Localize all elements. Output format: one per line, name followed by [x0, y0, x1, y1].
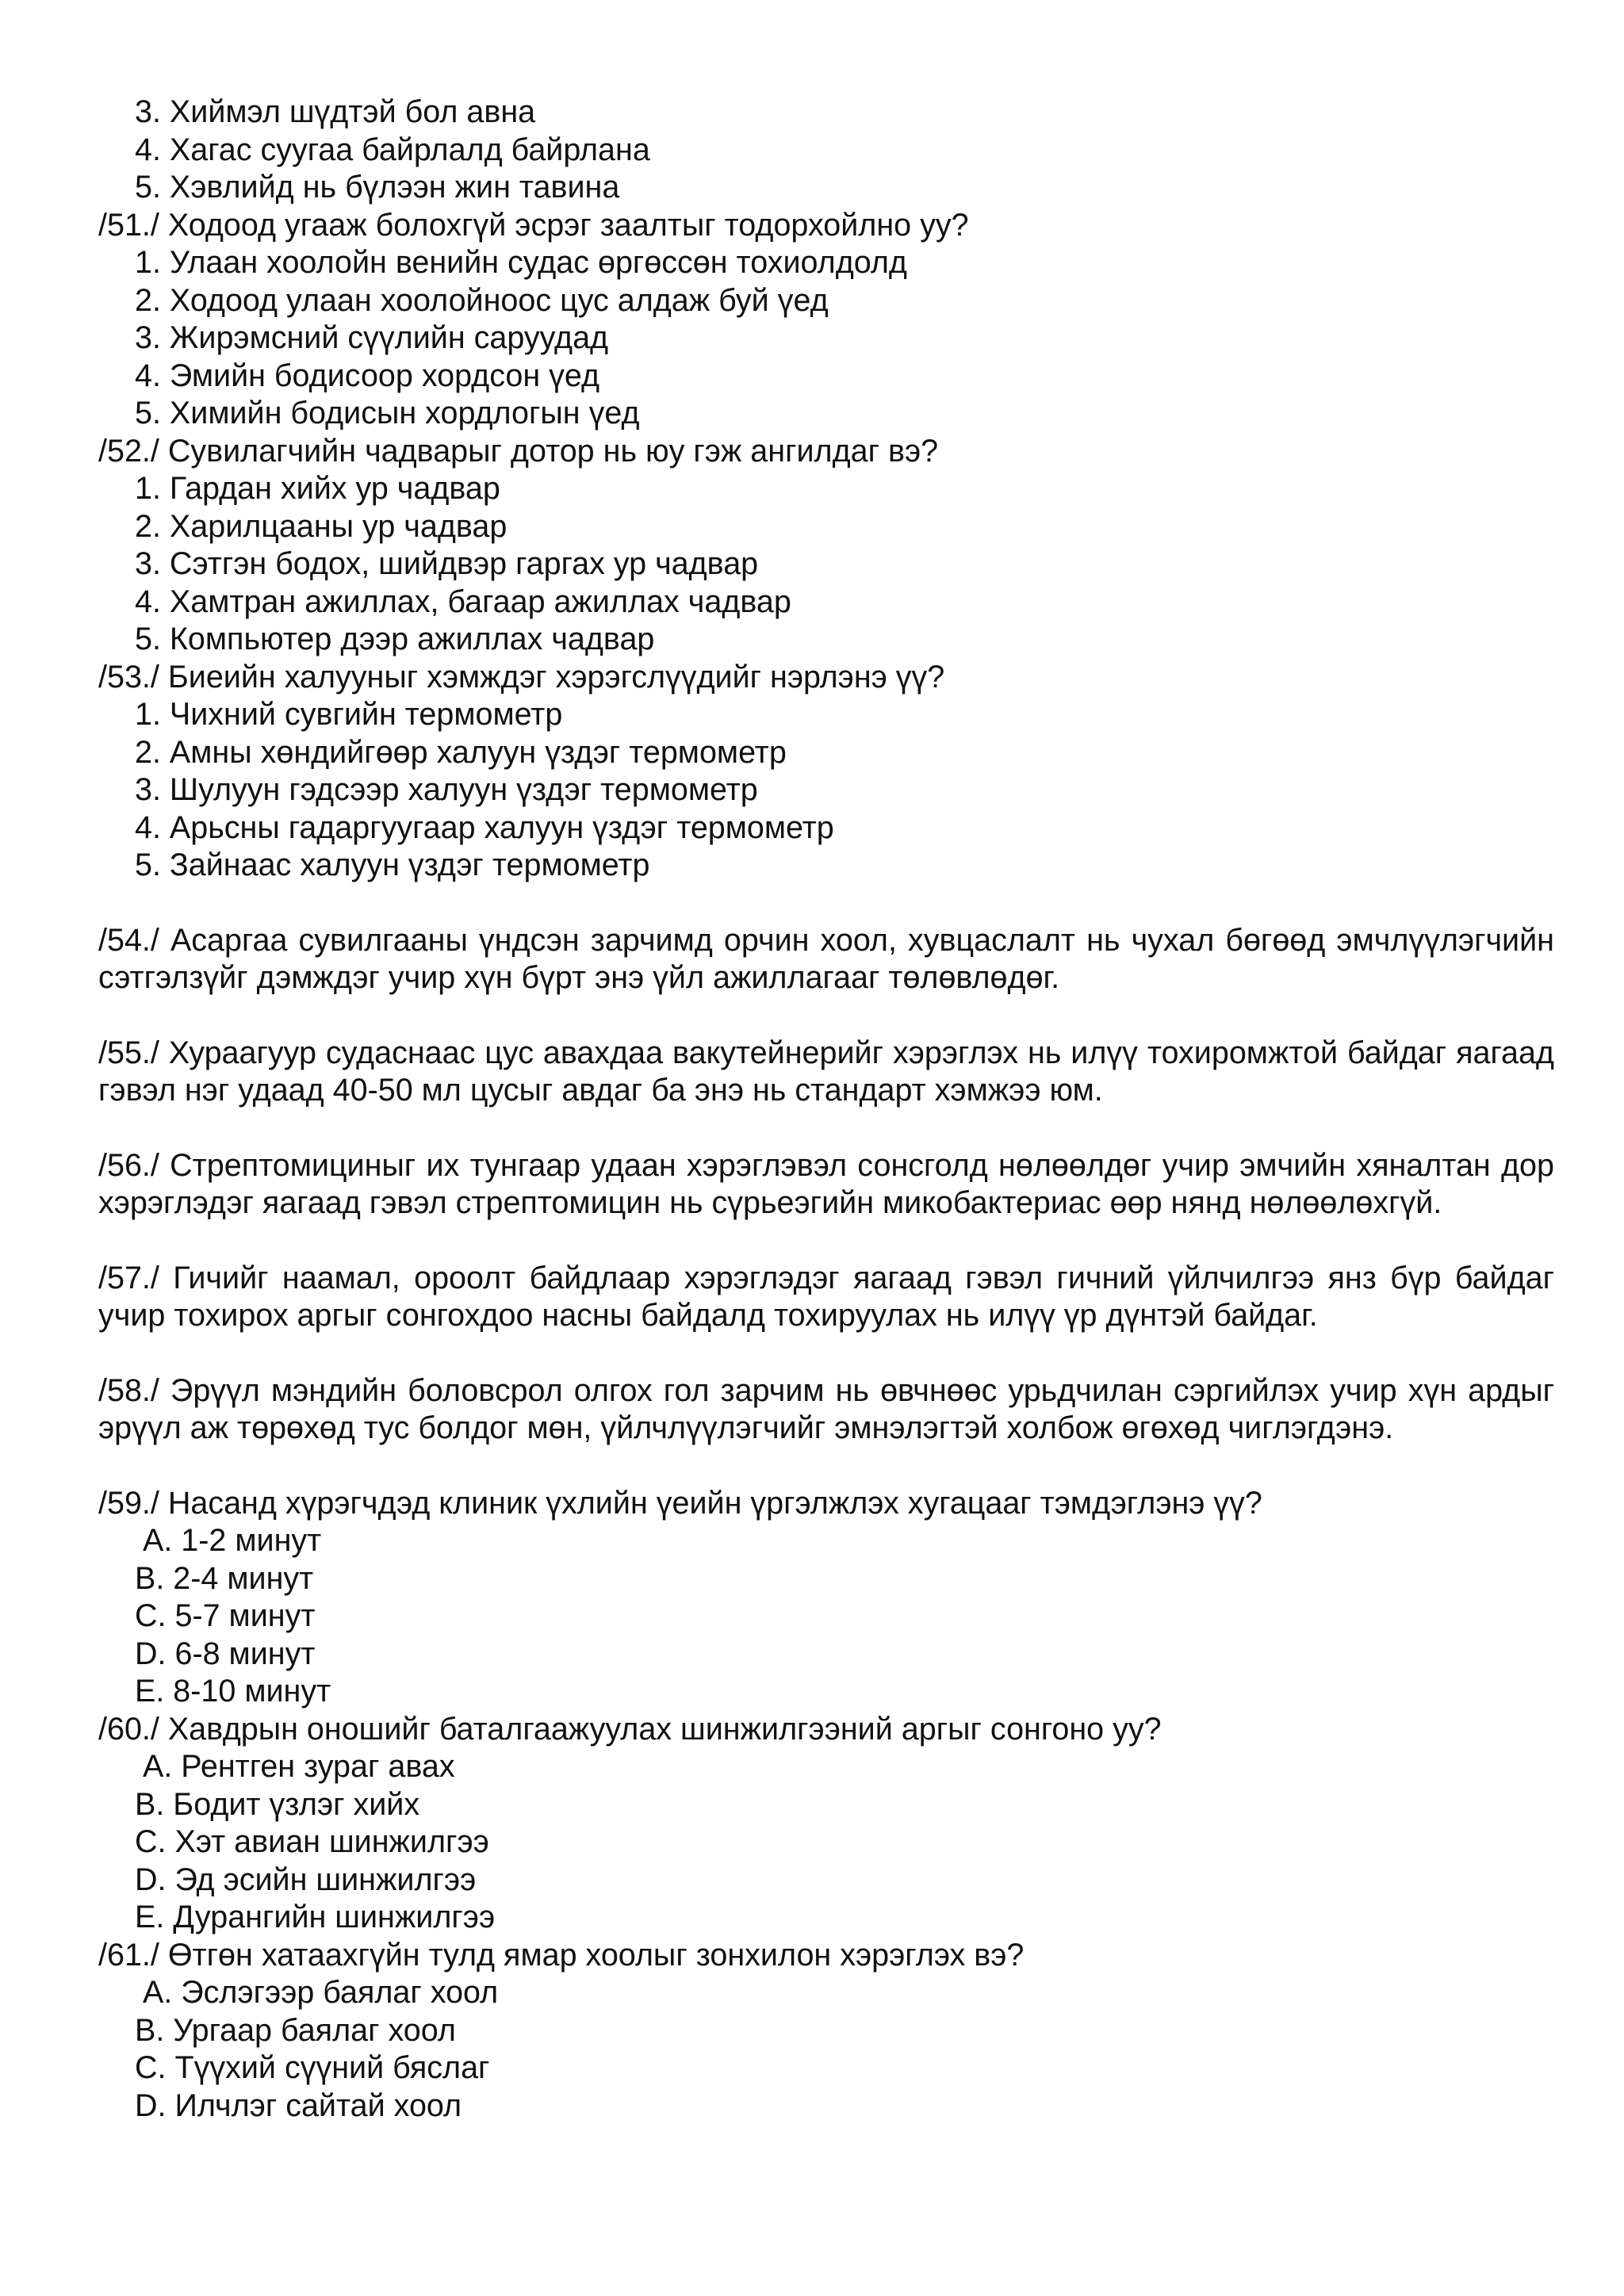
q53-option-3: 3. Шулуун гэдсээр халуун үздэг термометр	[135, 772, 758, 807]
statement-57: /57./ Гичийг наамал, ороолт байдлаар хэрэглэдэг яагаад гэвэл гичний үйлчилгээ янз бүр байдаг учир тохирох аргыг сонгохдоо насны байдалд тохируулах нь илүү үр дүнтэй байдаг.	[98, 1260, 1554, 1333]
q51-option-2: 2. Ходоод улаан хоолойноос цус алдаж буй үед	[135, 282, 829, 318]
q60-option-b: B. Бодит үзлэг хийх	[135, 1786, 420, 1822]
q53-option-5: 5. Зайнаас халуун үздэг термометр	[135, 848, 650, 882]
q51-option-4: 4. Эмийн бодисоор хордсон үед	[135, 358, 600, 393]
q59-option-b: B. 2-4 минут	[135, 1560, 314, 1596]
q59-option-e: E. 8-10 минут	[135, 1674, 331, 1709]
q52-option-5: 5. Компьютер дээр ажиллах чадвар	[135, 622, 655, 656]
q52-option-3: 3. Сэтгэн бодох, шийдвэр гаргах ур чадвар	[135, 546, 759, 581]
q52-option-2: 2. Харилцааны ур чадвар	[135, 508, 508, 544]
statement-56: /56./ Стрептомициныг их тунгаар удаан хэрэглэвэл сонсголд нөлөөлдөг учир эмчийн хяналтан дор хэрэглэдэг яагаад гэвэл стрептомицин нь сүрьеэгийн микобактериас өөр нянд нөлөөлөхгүй.	[98, 1147, 1554, 1220]
q61-option-a: A. Эслэгээр баялаг хоол	[143, 1975, 499, 2010]
question-59: /59./ Насанд хүрэгчдэд клиник үхлийн үеийн үргэлжлэх хугацааг тэмдэглэнэ үү?	[98, 1485, 1262, 1521]
q59-option-c: C. 5-7 минут	[135, 1598, 316, 1633]
q51-option-3: 3. Жирэмсний сүүлийн саруудад	[135, 320, 609, 355]
q51-option-5: 5. Химийн бодисын хордлогын үед	[135, 396, 640, 430]
option-5: 5. Хэвлийд нь бүлээн жин тавина	[135, 170, 620, 205]
q61-option-d: D. Илчлэг сайтай хоол	[135, 2087, 462, 2123]
q53-option-2: 2. Амны хөндийгөөр халуун үздэг термометр	[135, 734, 787, 770]
question-51: /51./ Ходоод угааж болохгүй эсрэг заалтыг тодорхойлно уу?	[98, 207, 969, 243]
q60-option-e: E. Дурангийн шинжилгээ	[135, 1900, 496, 1934]
q51-option-1: 1. Улаан хоолойн венийн судас өргөссөн тохиолдолд	[135, 245, 907, 280]
q52-option-4: 4. Хамтран ажиллах, багаар ажиллах чадвар	[135, 584, 791, 619]
q61-option-b: B. Ургаар баялаг хоол	[135, 2012, 456, 2048]
q59-option-a: A. 1-2 минут	[143, 1523, 322, 1558]
spacer	[98, 1448, 1554, 1485]
q52-option-1: 1. Гардан хийх ур чадвар	[135, 471, 500, 506]
q53-option-1: 1. Чихний сувгийн термометр	[135, 697, 563, 732]
option-4: 4. Хагас суугаа байрлалд байрлана	[135, 132, 650, 167]
option-3: 3. Хиймэл шүдтэй бол авна	[135, 94, 536, 129]
question-52: /52./ Сувилагчийн чадварыг дотор нь юу гэж ангилдаг вэ?	[98, 433, 939, 469]
question-53: /53./ Биеийн халууныг хэмждэг хэрэгслүүдийг нэрлэнэ үү?	[98, 659, 945, 695]
q53-option-4: 4. Арьсны гадаргуугаар халуун үздэг термометр	[135, 809, 834, 845]
statement-54: /54./ Асаргаа сувилгааны үндсэн зарчимд орчин хоол, хувцаслалт нь чухал бөгөөд эмчлүүлэгчийн сэтгэлзүйг дэмждэг учир хүн бүрт энэ үйл ажиллагааг төлөвлөдөг.	[98, 922, 1554, 995]
q60-option-d: D. Эд эсийн шинжилгээ	[135, 1862, 477, 1897]
q61-option-c: C. Түүхий сүүний бяслаг	[135, 2050, 490, 2085]
question-61: /61./ Өтгөн хатаахгүйн тулд ямар хоолыг зонхилон хэрэглэх вэ?	[98, 1937, 1025, 1973]
statement-58: /58./ Эрүүл мэндийн боловсрол олгох гол зарчим нь өвчнөөс урьдчилан сэргийлэх учир хүн ардыг эрүүл аж төрөхөд тус болдог мөн, үйлчлүүлэгчийг эмнэлэгтэй холбож өгөхөд чиглэгдэнэ.	[98, 1372, 1554, 1445]
q59-option-d: D. 6-8 минут	[135, 1636, 316, 1671]
statement-55: /55./ Хураагуур судаснаас цус авахдаа вакутейнерийг хэрэглэх нь илүү тохиромжтой байдаг яагаад гэвэл нэг удаад 40-50 мл цусыг авдаг ба энэ нь стандарт хэмжээ юм.	[98, 1035, 1554, 1108]
question-60: /60./ Хавдрын оношийг баталгаажуулах шинжилгээний аргыг сонгоно уу?	[98, 1711, 1162, 1747]
q60-option-c: C. Хэт авиан шинжилгээ	[135, 1824, 489, 1859]
document-page	[98, 94, 1554, 2125]
q60-option-a: A. Рентген зураг авах	[143, 1749, 455, 1784]
